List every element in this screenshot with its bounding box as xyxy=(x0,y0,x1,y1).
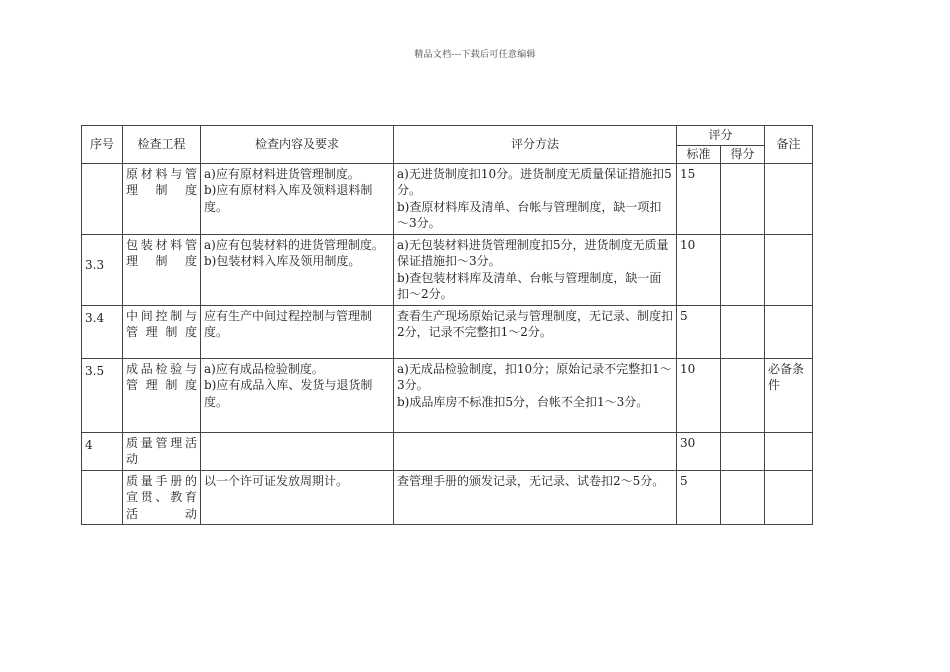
header-got: 得分 xyxy=(721,146,765,164)
cell-num xyxy=(82,163,123,234)
header-note: 备注 xyxy=(765,126,813,164)
cell-method: a)无成品检验制度，扣10分；原始记录不完整扣1～3分。 b)成品库房不标准扣5分，台帐不全扣1～3分。 xyxy=(394,358,677,432)
cell-item: 质量手册的宣贯、教育活动 xyxy=(123,470,201,525)
cell-note xyxy=(765,305,813,358)
cell-note: 必备条件 xyxy=(765,358,813,432)
cell-note xyxy=(765,234,813,305)
header-method: 评分方法 xyxy=(394,126,677,164)
inspection-table xyxy=(81,125,813,525)
cell-got xyxy=(721,234,765,305)
table-row xyxy=(82,470,813,525)
cell-got xyxy=(721,358,765,432)
cell-note xyxy=(765,163,813,234)
header-standard: 标准 xyxy=(677,146,721,164)
cell-method: a)无包装材料进货管理制度扣5分，进货制度无质量保证措施扣～3分。 b)查包装材料库及清单、台帐与管理制度，缺一面扣～2分。 xyxy=(394,234,677,305)
cell-method: 查看生产现场原始记录与管理制度，无记录、制度扣2分，记录不完整扣1～2分。 xyxy=(394,305,677,358)
cell-standard: 5 xyxy=(677,470,721,525)
cell-item: 中间控制与管理制度 xyxy=(123,305,201,358)
cell-item: 包装材料管理制度 xyxy=(123,234,201,305)
cell-standard: 5 xyxy=(677,305,721,358)
page-header: 精品文档---下载后可任意编辑 xyxy=(414,50,536,60)
cell-num: 3.5 xyxy=(82,358,123,432)
cell-item: 原材料与管理制度 xyxy=(123,163,201,234)
cell-num: 4 xyxy=(82,432,123,470)
cell-item: 成品检验与管理制度 xyxy=(123,358,201,432)
cell-method xyxy=(394,432,677,470)
cell-standard: 30 xyxy=(677,432,721,470)
cell-content: 以一个许可证发放周期计。 xyxy=(201,470,394,525)
header-score: 评分 xyxy=(677,126,765,146)
cell-standard: 10 xyxy=(677,358,721,432)
cell-content: a)应有原材料进货管理制度。 b)应有原材料入库及领料退料制度。 xyxy=(201,163,394,234)
table-row xyxy=(82,305,813,358)
cell-method: a)无进货制度扣10分。进货制度无质量保证措施扣5分。 b)查原材料库及清单、台帐与管理制度，缺一项扣～3分。 xyxy=(394,163,677,234)
table-row xyxy=(82,358,813,432)
cell-got xyxy=(721,305,765,358)
cell-note xyxy=(765,432,813,470)
cell-got xyxy=(721,163,765,234)
table-row xyxy=(82,432,813,470)
table-body xyxy=(82,163,813,525)
cell-content: 应有生产中间过程控制与管理制度。 xyxy=(201,305,394,358)
cell-got xyxy=(721,470,765,525)
cell-content xyxy=(201,432,394,470)
header-item: 检查工程 xyxy=(123,126,201,164)
header-content: 检查内容及要求 xyxy=(201,126,394,164)
cell-standard: 10 xyxy=(677,234,721,305)
cell-item: 质量管理活动 xyxy=(123,432,201,470)
cell-num xyxy=(82,470,123,525)
cell-note xyxy=(765,470,813,525)
cell-got xyxy=(721,432,765,470)
cell-content: a)应有成品检验制度。 b)应有成品入库、发货与退货制度。 xyxy=(201,358,394,432)
cell-standard: 15 xyxy=(677,163,721,234)
table-row xyxy=(82,163,813,234)
table-row xyxy=(82,234,813,305)
header-num: 序号 xyxy=(82,126,123,164)
cell-method: 查管理手册的颁发记录，无记录、试卷扣2～5分。 xyxy=(394,470,677,525)
cell-content: a)应有包装材料的进货管理制度。 b)包装材料入库及领用制度。 xyxy=(201,234,394,305)
cell-num: 3.4 xyxy=(82,305,123,358)
cell-num: 3.3 xyxy=(82,234,123,305)
